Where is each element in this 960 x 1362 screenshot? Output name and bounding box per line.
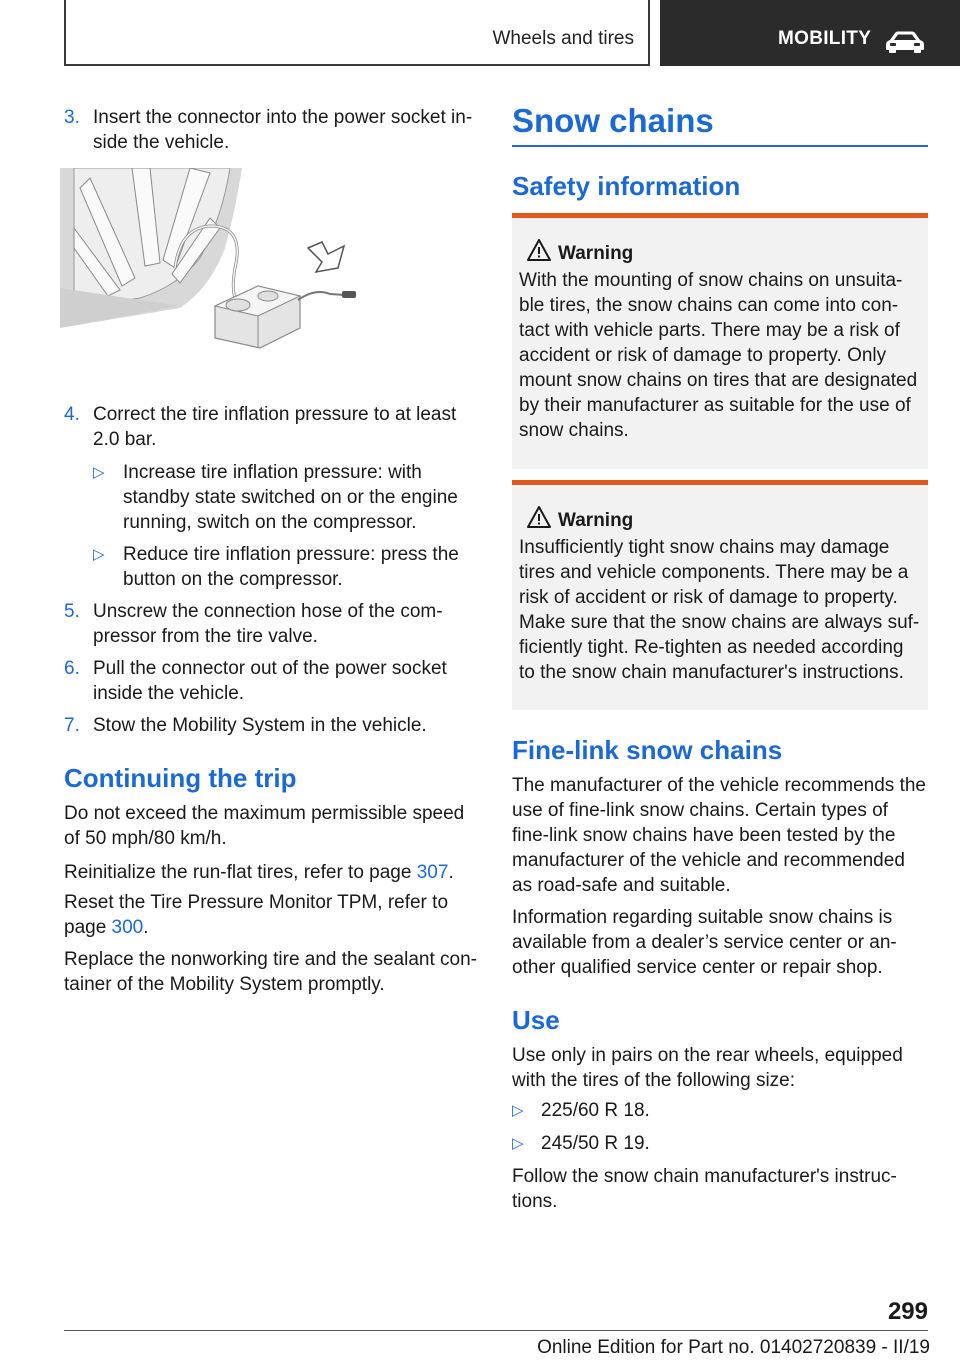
warning-triangle-icon <box>526 505 552 529</box>
page-number: 299 <box>887 1298 928 1325</box>
tire-size-item <box>512 1098 928 1123</box>
step-number: 6. <box>64 658 80 679</box>
page-reference-link[interactable]: 300 <box>111 917 144 938</box>
step-6 <box>64 656 484 706</box>
step-number: 4. <box>64 404 80 425</box>
step-number: 7. <box>64 715 80 736</box>
step-text: Stow the Mobility System in the vehicle. <box>93 715 427 736</box>
step-4 <box>64 402 484 452</box>
sub-item-text: Increase tire inflation pressure: with standby state switched on or the engine running, switch on the compressor. <box>123 462 458 533</box>
triangle-bullet-icon: ▷ <box>93 546 105 563</box>
safety-heading: Safety information <box>512 171 741 201</box>
page-reference-link[interactable]: 307 <box>416 862 449 883</box>
wheel-compressor-illustration <box>60 168 360 358</box>
step-text: Pull the connector out of the power socket inside the vehicle. <box>93 658 447 704</box>
warning-box <box>512 480 928 710</box>
step-text: Insert the connector into the power socket in‐side the vehicle. <box>93 107 473 153</box>
fine-link-paragraph: The manufacturer of the vehicle recommends the use of fine-link snow chains. Certain types of fine-link snow chains have been tested by the manufacturer of the vehicle and recommended as road-safe and suitable. <box>512 775 926 896</box>
fine-link-heading: Fine-link snow chains <box>512 735 783 765</box>
tire-size-text: 245/50 R 19. <box>541 1133 650 1154</box>
paragraph-end: . <box>448 862 454 883</box>
step-3 <box>64 105 484 155</box>
sub-item-text: Reduce tire inflation pressure: press the button on the compressor. <box>123 544 459 590</box>
continuing-heading: Continuing the trip <box>64 763 297 793</box>
use-paragraph: Use only in pairs on the rear wheels, equipped with the tires of the following size: <box>512 1045 903 1091</box>
warning-body: Insufficiently tight snow chains may damage tires and vehicle components. There may be a risk of accident or risk of damage to property. Make sure that the snow chains are always suf‐ficiently tight. Re-tighten as needed according to the snow chain manufacturer's instructions. <box>519 537 920 683</box>
tire-size-item <box>512 1131 928 1156</box>
header-chapter-box <box>660 0 960 66</box>
step-5 <box>64 599 484 649</box>
step-number: 3. <box>64 107 80 128</box>
replace-tire-paragraph: Replace the nonworking tire and the sealant con‐tainer of the Mobility System promptly. <box>64 949 477 995</box>
triangle-bullet-icon: ▷ <box>93 464 105 481</box>
follow-instructions-paragraph: Follow the snow chain manufacturer's instruc‐tions. <box>512 1166 897 1212</box>
tire-size-text: 225/60 R 18. <box>541 1100 650 1121</box>
step-text: Unscrew the connection hose of the com‐pressor from the tire valve. <box>93 601 443 647</box>
edition-label: Online Edition for Part no. 01402720839 - II/19 <box>537 1337 930 1358</box>
fine-link-info-paragraph: Information regarding suitable snow chains is available from a dealer’s service center or an‐other qualified service center or repair shop. <box>512 907 897 978</box>
triangle-bullet-icon: ▷ <box>512 1102 524 1119</box>
step-7 <box>64 713 484 738</box>
warning-body: With the mounting of snow chains on unsuita‐ble tires, the snow chains can come into con‐tact with vehicle parts. There may be a risk of accident or risk of damage to property. Only mount snow chains on tires that are designated by their manufacturer as suitable for the use of snow chains. <box>519 270 918 441</box>
paragraph-end: . <box>143 917 149 938</box>
step-4-sub-item <box>93 542 483 592</box>
step-4-sub-item <box>93 460 483 535</box>
reinitialize-paragraph <box>64 860 484 885</box>
continuing-paragraph: Do not exceed the maximum permissible speed of 50 mph/80 km/h. <box>64 803 465 849</box>
step-text: Correct the tire inflation pressure to at least 2.0 bar. <box>93 404 457 450</box>
warning-title: Warning <box>558 243 634 264</box>
title-rule <box>512 145 928 147</box>
footer-divider <box>64 1330 928 1331</box>
step-number: 5. <box>64 601 80 622</box>
warning-box <box>512 213 928 469</box>
use-heading: Use <box>512 1005 560 1035</box>
header-section-title: Wheels and tires <box>492 28 634 49</box>
triangle-bullet-icon: ▷ <box>512 1135 524 1152</box>
header-section-box <box>64 0 650 66</box>
page-title: Snow chains <box>512 102 714 139</box>
warning-title: Warning <box>558 510 634 531</box>
warning-triangle-icon <box>526 238 552 262</box>
paragraph-text: Reset the Tire Pressure Monitor TPM, refer to page <box>64 892 449 938</box>
reset-tpm-paragraph <box>64 890 484 940</box>
car-icon <box>884 30 926 54</box>
paragraph-text: Reinitialize the run-flat tires, refer to page <box>64 862 417 883</box>
header-chapter-title: MOBILITY <box>778 28 872 49</box>
